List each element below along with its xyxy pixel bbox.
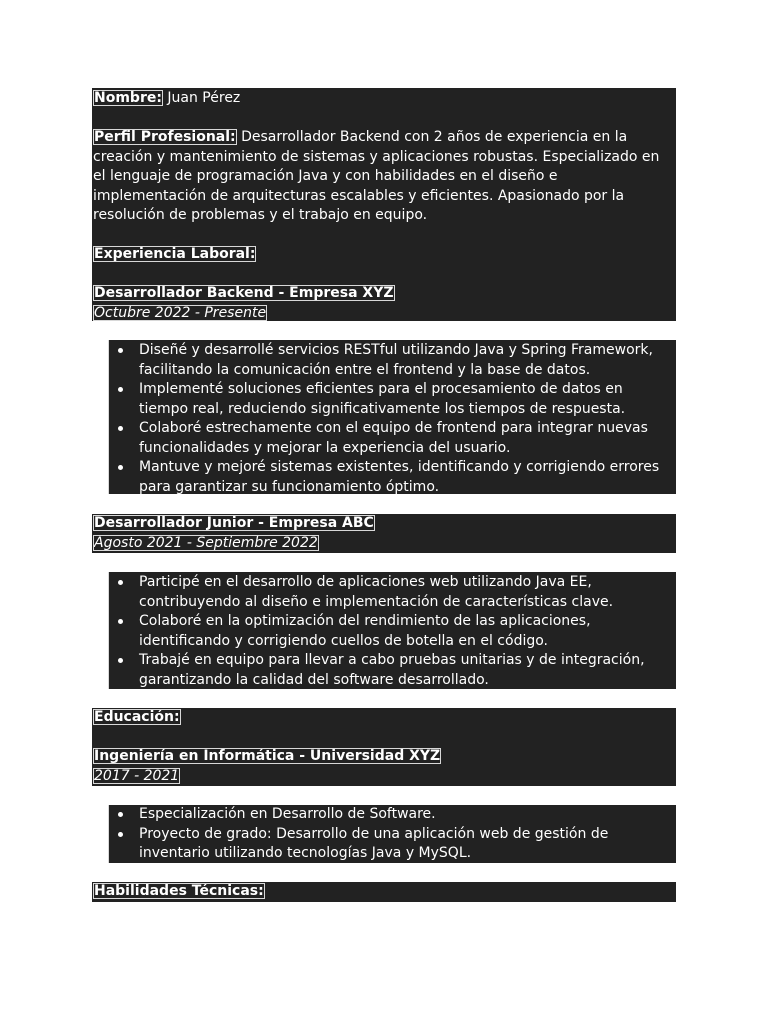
list-item: Mantuve y mejoré sistemas existentes, identificando y corrigiendo errores para garantizar su funcionamiento óptimo. — [109, 458, 676, 497]
list-item: Implementé soluciones eficientes para el procesamiento de datos en tiempo real, reduciendo significativamente los tiempos de respuesta. — [109, 380, 676, 419]
profile-text: Desarrollador Backend con 2 años de experiencia en la creación y mantenimiento de sistemas y aplicaciones robustas. Especializado en el lenguaje de programación Java y con habilidades en el diseño e implementación de arquitecturas escalables y eficientes. Apasionado por la resolución de problemas y el trabajo en equipo. — [93, 129, 660, 223]
job-1-bullet-list — [108, 340, 676, 494]
list-item: Trabajé en equipo para llevar a cabo pruebas unitarias y de integración, garantizando la calidad del software desarrollado. — [109, 651, 676, 690]
experience-heading: Experiencia Laboral: — [94, 246, 256, 262]
name-value: Juan Pérez — [162, 90, 241, 106]
list-item: Especialización en Desarrollo de Software. — [109, 805, 676, 825]
name-line — [92, 88, 676, 109]
job-1-dates: Octubre 2022 - Presente — [94, 304, 267, 321]
skills-heading-line — [92, 882, 676, 902]
job-2-block — [92, 514, 676, 553]
job-2-dates-line — [92, 534, 676, 554]
list-item: Colaboré en la optimización del rendimiento de las aplicaciones, identificando y corrigiendo cuellos de botella en el código. — [109, 612, 676, 651]
job-1-title: Desarrollador Backend - Empresa XYZ — [94, 285, 394, 301]
degree-dates: 2017 - 2021 — [94, 767, 180, 784]
job-1-dates-line — [92, 304, 676, 324]
skills-heading: Habilidades Técnicas: — [94, 883, 264, 899]
experience-heading-line — [92, 245, 676, 265]
name-label: Nombre: — [94, 90, 162, 106]
job-2-title-line — [92, 514, 676, 534]
degree-line — [92, 747, 676, 767]
list-item: Participé en el desarrollo de aplicaciones web utilizando Java EE, contribuyendo al diseño e implementación de características clave. — [109, 573, 676, 612]
list-item: Diseñé y desarrollé servicios RESTful utilizando Java y Spring Framework, facilitando la comunicación entre el frontend y la base de datos. — [109, 341, 676, 380]
education-block — [92, 708, 676, 786]
degree-title: Ingeniería en Informática - Universidad XYZ — [94, 748, 441, 764]
education-bullet-list — [108, 805, 676, 863]
skills-block — [92, 882, 676, 902]
job-2-bullet-list — [108, 572, 676, 689]
education-heading: Educación: — [94, 709, 180, 725]
list-item: Colaboré estrechamente con el equipo de frontend para integrar nuevas funcionalidades y mejorar la experiencia del usuario. — [109, 419, 676, 458]
education-heading-line — [92, 708, 676, 728]
job-2-dates: Agosto 2021 - Septiembre 2022 — [94, 534, 318, 551]
job-2-title: Desarrollador Junior - Empresa ABC — [94, 515, 374, 531]
job-1-title-line — [92, 284, 676, 304]
header-block — [92, 88, 676, 321]
degree-dates-line — [92, 767, 676, 787]
profile-paragraph — [92, 128, 676, 226]
list-item: Proyecto de grado: Desarrollo de una aplicación web de gestión de inventario utilizando tecnologías Java y MySQL. — [109, 825, 676, 864]
profile-label: Perfil Profesional: — [94, 129, 236, 145]
